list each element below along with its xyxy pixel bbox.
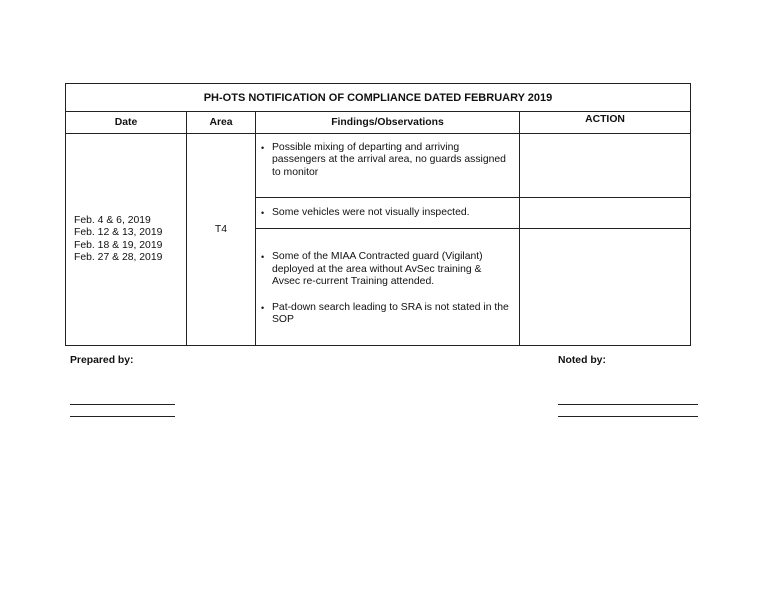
date-item: Feb. 18 & 19, 2019 <box>74 239 163 251</box>
date-item: Feb. 12 & 13, 2019 <box>74 227 163 239</box>
finding-bullet <box>261 251 511 288</box>
action-cell <box>520 229 691 346</box>
header-row <box>66 112 691 134</box>
noted-by-label: Noted by: <box>558 355 606 366</box>
signature-line <box>558 416 698 417</box>
column-header-action: ACTION <box>520 112 691 134</box>
signature-line <box>558 404 698 405</box>
finding-text: Some of the MIAA Contracted guard (Vigilant) deployed at the area without AvSec training & Avsec re-current Training attended. <box>272 251 483 288</box>
finding-cell <box>256 134 520 198</box>
signature-line <box>70 404 175 405</box>
bullet-icon: • <box>261 143 265 153</box>
date-item: Feb. 4 & 6, 2019 <box>74 215 151 227</box>
prepared-by-label: Prepared by: <box>70 355 134 366</box>
bullet-icon: • <box>261 207 265 218</box>
bullet-icon: • <box>261 252 265 263</box>
date-cell <box>66 134 187 346</box>
signature-line <box>70 416 175 417</box>
date-item: Feb. 27 & 28, 2019 <box>74 251 163 263</box>
finding-bullet <box>261 142 511 179</box>
finding-text: Pat-down search leading to SRA is not stated in the SOP <box>272 301 509 326</box>
title-row <box>66 84 691 112</box>
action-cell <box>520 134 691 198</box>
finding-text: Some vehicles were not visually inspected. <box>272 206 470 218</box>
area-cell: T4 <box>187 134 256 346</box>
table-row <box>66 134 691 198</box>
finding-cell <box>256 229 520 346</box>
finding-cell <box>256 198 520 229</box>
action-cell <box>520 198 691 229</box>
document-title: PH-OTS NOTIFICATION OF COMPLIANCE DATED FEBRUARY 2019 <box>66 84 691 112</box>
column-header-findings: Findings/Observations <box>256 112 520 134</box>
finding-bullet <box>261 207 511 219</box>
column-header-area: Area <box>187 112 256 134</box>
finding-text: Possible mixing of departing and arriving passengers at the arrival area, no guards assigned to monitor <box>272 142 506 178</box>
compliance-table <box>65 83 691 346</box>
finding-bullet <box>261 302 511 327</box>
bullet-icon: • <box>261 302 265 313</box>
column-header-date: Date <box>66 112 187 134</box>
